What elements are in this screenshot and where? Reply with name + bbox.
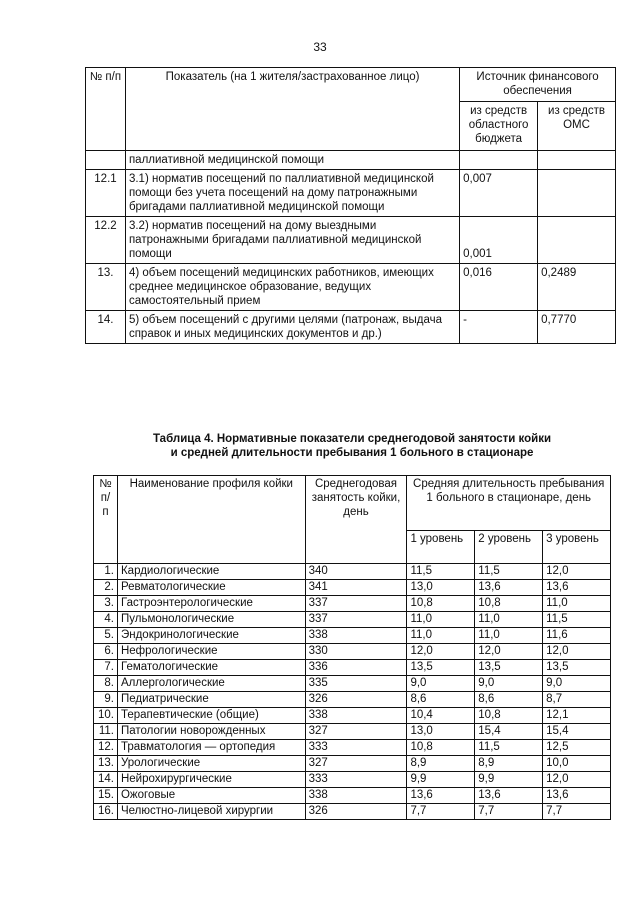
table-row (94, 596, 611, 612)
header-regional: из средств областного бюджета (460, 102, 538, 151)
row-level-2: 8,9 (475, 756, 543, 772)
row-text: 3.1) норматив посещений по паллиативной медицинской помощи без учета посещений на дому патронажными бригадами паллиативной медицинской помощи (125, 170, 459, 217)
row-num: 1. (94, 564, 118, 580)
row-occupancy: 335 (305, 676, 407, 692)
row-profile-name: Ревматологические (117, 580, 305, 596)
header-occupancy: Среднегодовая занятость койки, день (305, 476, 407, 564)
row-level-2: 9,9 (475, 772, 543, 788)
table-row (94, 644, 611, 660)
row-level-3: 11,6 (543, 628, 611, 644)
row-profile-name: Урологические (117, 756, 305, 772)
row-level-2: 15,4 (475, 724, 543, 740)
row-occupancy: 341 (305, 580, 407, 596)
table-row (94, 628, 611, 644)
header-duration: Средняя длительность пребывания 1 больного в стационаре, день (407, 476, 611, 531)
row-level-3: 12,5 (543, 740, 611, 756)
row-num: 5. (94, 628, 118, 644)
row-occupancy: 340 (305, 564, 407, 580)
row-level-3: 11,5 (543, 612, 611, 628)
row-level-3: 8,7 (543, 692, 611, 708)
row-oms (538, 217, 616, 264)
row-level-3: 15,4 (543, 724, 611, 740)
row-occupancy: 338 (305, 628, 407, 644)
table-row (86, 217, 616, 264)
row-level-3: 12,0 (543, 644, 611, 660)
row-level-1: 10,8 (407, 740, 475, 756)
row-level-3: 12,0 (543, 772, 611, 788)
row-level-1: 10,4 (407, 708, 475, 724)
row-profile-name: Гематологические (117, 660, 305, 676)
table-row (94, 676, 611, 692)
table-row (94, 692, 611, 708)
header-level-2: 2 уровень (475, 531, 543, 564)
row-level-1: 10,8 (407, 596, 475, 612)
table-title (93, 432, 611, 460)
row-num: 3. (94, 596, 118, 612)
row-profile-name: Нефрологические (117, 644, 305, 660)
row-num: 12. (94, 740, 118, 756)
row-oms: 0,7770 (538, 311, 616, 344)
row-level-1: 11,0 (407, 628, 475, 644)
row-level-3: 12,0 (543, 564, 611, 580)
row-regional: 0,016 (460, 264, 538, 311)
row-level-2: 13,5 (475, 660, 543, 676)
row-profile-name: Эндокринологические (117, 628, 305, 644)
row-num: 14. (94, 772, 118, 788)
header-level-3: 3 уровень (543, 531, 611, 564)
row-num: 11. (94, 724, 118, 740)
row-num: 12.1 (86, 170, 126, 217)
row-profile-name: Нейрохирургические (117, 772, 305, 788)
row-level-2: 11,5 (475, 740, 543, 756)
row-level-2: 13,6 (475, 788, 543, 804)
row-level-3: 12,1 (543, 708, 611, 724)
row-level-2: 7,7 (475, 804, 543, 820)
row-regional: 0,001 (460, 217, 538, 264)
row-num: 13. (94, 756, 118, 772)
row-num: 16. (94, 804, 118, 820)
row-num: 12.2 (86, 217, 126, 264)
row-level-3: 13,6 (543, 788, 611, 804)
row-num: 6. (94, 644, 118, 660)
row-level-3: 11,0 (543, 596, 611, 612)
row-level-2: 11,0 (475, 612, 543, 628)
row-level-1: 12,0 (407, 644, 475, 660)
row-profile-name: Педиатрические (117, 692, 305, 708)
row-profile-name: Травматология — ортопедия (117, 740, 305, 756)
table-row (94, 564, 611, 580)
row-profile-name: Кардиологические (117, 564, 305, 580)
row-num: 2. (94, 580, 118, 596)
table-row (86, 311, 616, 344)
row-num: 14. (86, 311, 126, 344)
table-row (94, 724, 611, 740)
table-title-line: Таблица 4. Нормативные показатели среднегодовой занятости койки (152, 433, 552, 445)
table-row (94, 708, 611, 724)
row-text: 5) объем посещений с другими целями (патронаж, выдача справок и иных медицинских документов и др.) (125, 311, 459, 344)
row-profile-name: Аллергологические (117, 676, 305, 692)
row-regional: 0,007 (460, 170, 538, 217)
row-occupancy: 337 (305, 612, 407, 628)
header-source: Источник финансового обеспечения (460, 68, 616, 102)
row-level-1: 9,9 (407, 772, 475, 788)
row-level-3: 13,6 (543, 580, 611, 596)
bed-occupancy-table (93, 475, 611, 820)
row-level-2: 8,6 (475, 692, 543, 708)
table-row (94, 580, 611, 596)
row-oms (538, 170, 616, 217)
row-text: 4) объем посещений медицинских работников, имеющих среднее медицинское образование, ведущих самостоятельный прием (125, 264, 459, 311)
row-level-2: 11,5 (475, 564, 543, 580)
row-level-1: 13,0 (407, 724, 475, 740)
row-level-1: 8,9 (407, 756, 475, 772)
financing-indicators-table (85, 67, 616, 344)
table-row (94, 612, 611, 628)
row-level-2: 10,8 (475, 708, 543, 724)
header-level-1: 1 уровень (407, 531, 475, 564)
row-occupancy: 336 (305, 660, 407, 676)
row-profile-name: Гастроэнтерологические (117, 596, 305, 612)
row-oms: 0,2489 (538, 264, 616, 311)
row-level-1: 9,0 (407, 676, 475, 692)
row-text: 3.2) норматив посещений на дому выездными патронажными бригадами паллиативной медицинской помощи (125, 217, 459, 264)
row-occupancy: 338 (305, 788, 407, 804)
row-occupancy: 337 (305, 596, 407, 612)
row-level-2: 13,6 (475, 580, 543, 596)
table-row (94, 756, 611, 772)
table-row (94, 772, 611, 788)
row-occupancy: 333 (305, 740, 407, 756)
row-num: 10. (94, 708, 118, 724)
row-level-1: 13,5 (407, 660, 475, 676)
row-num: 7. (94, 660, 118, 676)
header-num: № п/ п (94, 476, 118, 564)
table-title-line: и средней длительности пребывания 1 больного в стационаре (170, 447, 534, 459)
row-occupancy: 326 (305, 692, 407, 708)
row-level-1: 7,7 (407, 804, 475, 820)
row-occupancy: 327 (305, 724, 407, 740)
row-level-3: 7,7 (543, 804, 611, 820)
table-row (94, 804, 611, 820)
row-level-3: 10,0 (543, 756, 611, 772)
row-occupancy: 327 (305, 756, 407, 772)
row-occupancy: 326 (305, 804, 407, 820)
table-row (94, 788, 611, 804)
row-level-2: 12,0 (475, 644, 543, 660)
row-profile-name: Терапевтические (общие) (117, 708, 305, 724)
row-num: 9. (94, 692, 118, 708)
row-level-1: 11,5 (407, 564, 475, 580)
row-regional: - (460, 311, 538, 344)
page-number: 33 (313, 40, 327, 54)
row-profile-name: Пульмонологические (117, 612, 305, 628)
table-row (86, 151, 616, 170)
row-level-1: 13,6 (407, 788, 475, 804)
row-num: 8. (94, 676, 118, 692)
row-level-1: 11,0 (407, 612, 475, 628)
row-level-3: 13,5 (543, 660, 611, 676)
row-level-2: 10,8 (475, 596, 543, 612)
row-num: 13. (86, 264, 126, 311)
row-level-3: 9,0 (543, 676, 611, 692)
row-occupancy: 333 (305, 772, 407, 788)
header-indicator: Показатель (на 1 жителя/застрахованное лицо) (125, 68, 459, 151)
row-level-1: 13,0 (407, 580, 475, 596)
table-row (94, 660, 611, 676)
header-profile: Наименование профиля койки (117, 476, 305, 564)
row-level-2: 11,0 (475, 628, 543, 644)
continuation-text: паллиативной медицинской помощи (125, 151, 459, 170)
table-row (86, 170, 616, 217)
row-profile-name: Патологии новорожденных (117, 724, 305, 740)
table-row (86, 264, 616, 311)
header-num: № п/п (86, 68, 126, 151)
row-occupancy: 338 (305, 708, 407, 724)
row-num: 4. (94, 612, 118, 628)
table-row (94, 740, 611, 756)
row-profile-name: Ожоговые (117, 788, 305, 804)
row-level-2: 9,0 (475, 676, 543, 692)
row-num: 15. (94, 788, 118, 804)
row-occupancy: 330 (305, 644, 407, 660)
header-oms: из средств ОМС (538, 102, 616, 151)
row-level-1: 8,6 (407, 692, 475, 708)
row-profile-name: Челюстно-лицевой хирургии (117, 804, 305, 820)
